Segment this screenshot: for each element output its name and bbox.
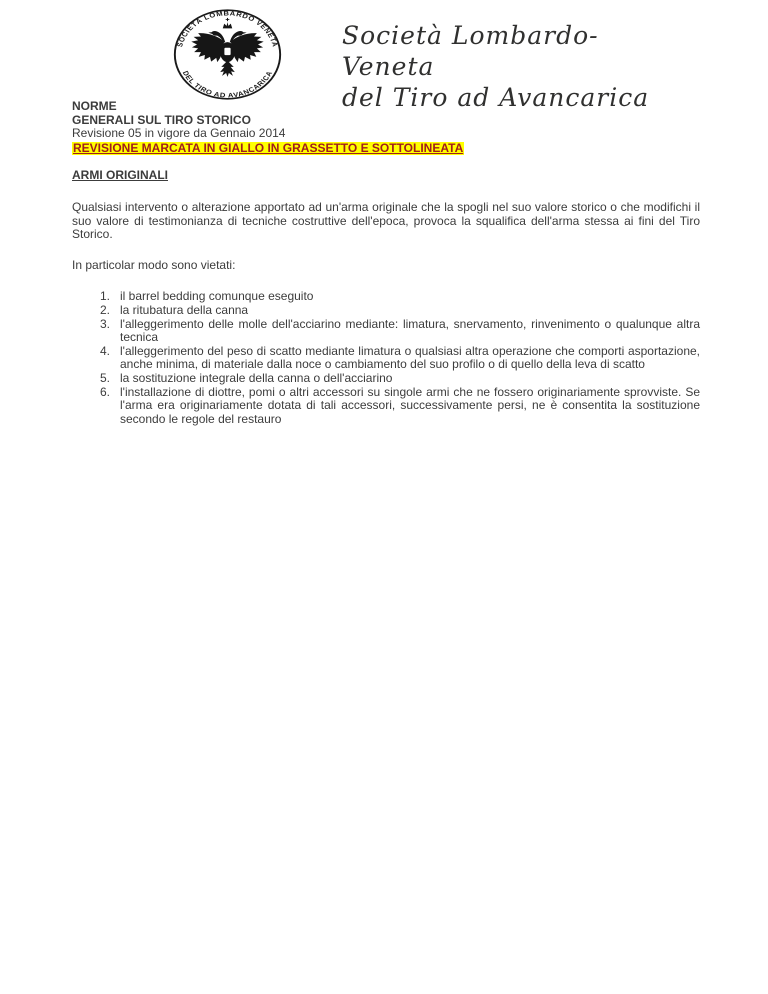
list-item bbox=[72, 304, 700, 318]
list-item-number: 3. bbox=[100, 316, 111, 331]
list-item-text: la sostituzione integrale della canna o dell'acciarino bbox=[120, 370, 393, 385]
revision-note: Revisione 05 in vigore da Gennaio 2014 bbox=[72, 126, 286, 141]
doc-title-line2: GENERALI SUL TIRO STORICO bbox=[72, 112, 251, 127]
list-item-number: 6. bbox=[100, 384, 111, 399]
list-item-number: 4. bbox=[100, 343, 111, 358]
paragraph-intro: Qualsiasi intervento o alterazione apportato ad un'arma originale che la spogli nel suo valore storico o che modifichi il suo valore di testimonianza di tecniche costruttive dell'epoca, provoca la squalifica dell'arma stessa ai fini del Tiro Storico. bbox=[72, 199, 700, 242]
prohibited-modifications-list bbox=[72, 290, 700, 426]
doc-title-line1: NORME bbox=[72, 99, 117, 113]
list-item bbox=[72, 318, 700, 345]
section-heading-armi-originali: ARMI ORIGINALI bbox=[72, 168, 168, 183]
breast-shield bbox=[224, 47, 231, 55]
list-item-number: 5. bbox=[100, 370, 111, 385]
list-item-text: la ritubatura della canna bbox=[120, 302, 249, 317]
seal-top-text: SOCIETÀ LOMBARDO VENETA bbox=[175, 9, 280, 48]
highlighted-revision-note: REVISIONE MARCATA IN GIALLO IN GRASSETTO E SOTTOLINEATA bbox=[73, 140, 464, 155]
list-item-text: l'alleggerimento del peso di scatto mediante limatura o qualsiasi altra operazione che comporti asportazione, anche minima, di materiale dalla noce o cambiamento del suo profilo o di quello della leva di scatto bbox=[120, 343, 700, 372]
list-item bbox=[72, 290, 700, 304]
list-item bbox=[72, 372, 700, 386]
wordmark-line2: del Tiro ad Avancarica bbox=[342, 83, 650, 112]
list-item-text: l'installazione di diottre, pomi o altri accessori su singole armi che ne fossero originariamente sprovviste. Se l'arma era originariamente dotata di tali accessori, successivamente persi, ne è consentita la sostituzione secondo le regole del restauro bbox=[120, 384, 700, 426]
list-item-text: il barrel bedding comunque eseguito bbox=[120, 289, 314, 304]
document-body bbox=[72, 100, 700, 426]
list-lead-in: In particolar modo sono vietati: bbox=[72, 257, 236, 272]
list-item bbox=[72, 345, 700, 372]
list-item-number: 2. bbox=[100, 302, 111, 317]
list-item-text: l'alleggerimento delle molle dell'acciarino mediante: limatura, snervamento, rinvenimento o qualunque altra tecnica bbox=[120, 316, 700, 345]
seal-bottom-text: DEL TIRO AD AVANCARICA bbox=[180, 69, 275, 100]
double-headed-eagle-icon bbox=[191, 18, 263, 77]
seal-graphic bbox=[171, 7, 284, 102]
wordmark-line1: Società Lombardo-Veneta bbox=[342, 21, 599, 81]
list-item bbox=[72, 386, 700, 427]
list-item-number: 1. bbox=[100, 289, 111, 304]
society-seal bbox=[171, 7, 284, 102]
